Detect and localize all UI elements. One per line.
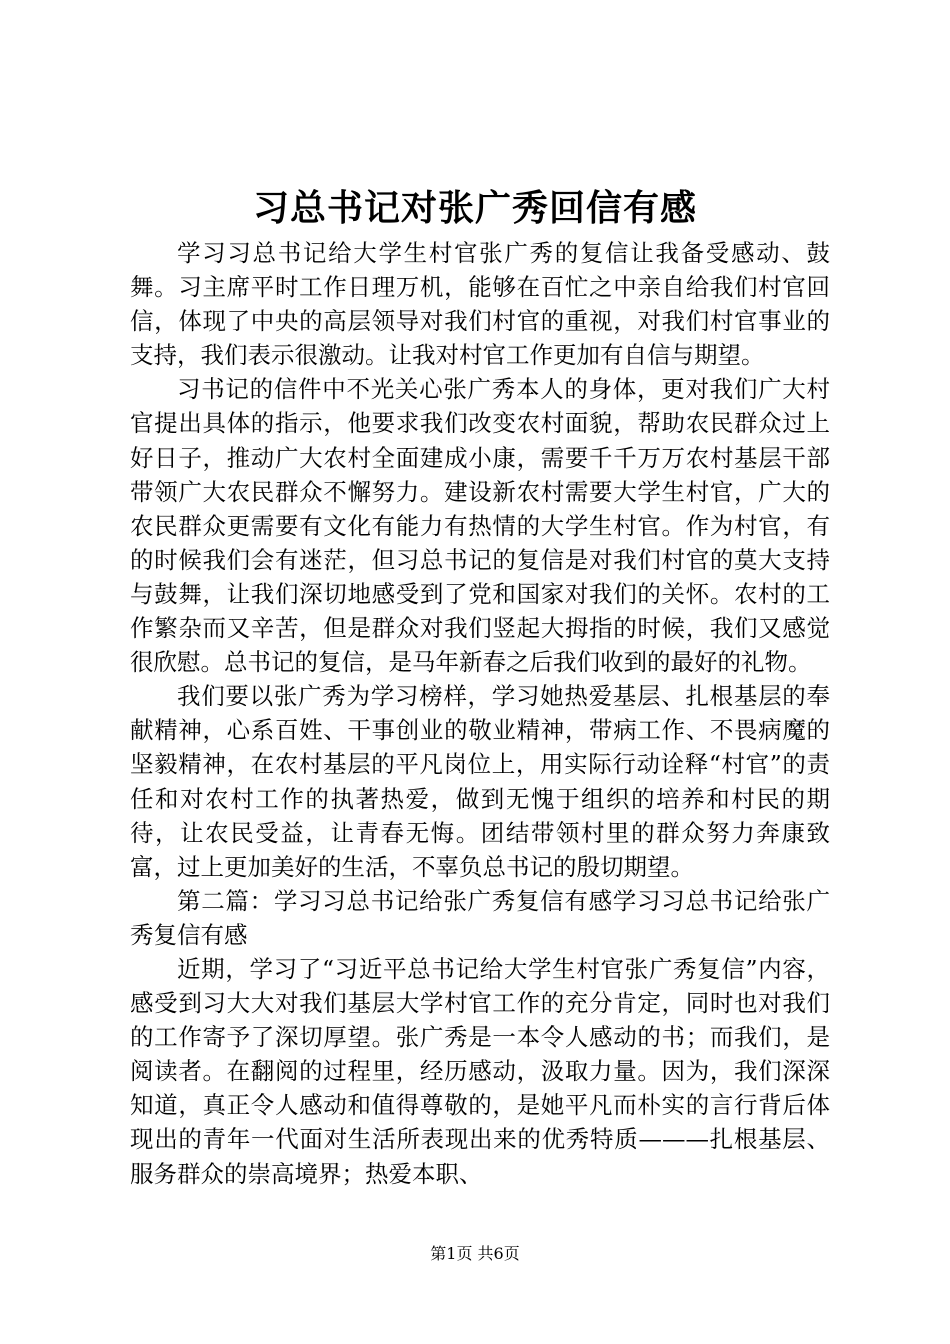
document-body [130,236,830,1191]
paragraph-1: 学习习总书记给大学生村官张广秀的复信让我备受感动、鼓舞。习主席平时工作日理万机，能够在百忙之中亲自给我们村官回信，体现了中央的高层领导对我们村官的重视，对我们村官事业的支持，我们表示很激动。让我对村官工作更加有自信与期望。 [130,239,830,370]
paragraph-5: 近期，学习了“习近平总书记给大学生村官张广秀复信”内容，感受到习大大对我们基层大学村官工作的充分肯定，同时也对我们的工作寄予了深切厚望。张广秀是一本令人感动的书；而我们，是阅读者。在翻阅的过程里，经历感动，汲取力量。因为，我们深深知道，真正令人感动和值得尊敬的，是她平凡而朴实的言行背后体现出的青年一代面对生活所表现出来的优秀特质———扎根基层、服务群众的崇高境界；热爱本职、 [130,954,830,1188]
page-footer: 第1页 共6页 [430,1244,520,1263]
paragraph-3: 我们要以张广秀为学习榜样，学习她热爱基层、扎根基层的奉献精神，心系百姓、干事创业的敬业精神，带病工作、不畏病魔的坚毅精神，在农村基层的平凡岗位上，用实际行动诠释“村官”的责任和对农村工作的执著热爱，做到无愧于组织的培养和村民的期待，让农民受益，让青春无悔。团结带领村里的群众努力奔康致富，过上更加美好的生活，不辜负总书记的殷切期望。 [130,682,830,881]
document-title: 习总书记对张广秀回信有感 [252,187,697,229]
paragraph-2: 习书记的信件中不光关心张广秀本人的身体，更对我们广大村官提出具体的指示，他要求我们改变农村面貌，帮助农民群众过上好日子，推动广大农村全面建成小康，需要千千万万农村基层干部带领广大农民群众不懈努力。建设新农村需要大学生村官，广大的农民群众更需要有文化有能力有热情的大学生村官。作为村官，有的时候我们会有迷茫，但习总书记的复信是对我们村官的莫大支持与鼓舞，让我们深切地感受到了党和国家对我们的关怀。农村的工作繁杂而又辛苦，但是群众对我们竖起大拇指的时候，我们又感觉很欣慰。总书记的复信，是马年新春之后我们收到的最好的礼物。 [130,375,830,677]
section-heading-part-two: 第二篇：学习习总书记给张广秀复信有感学习习总书记给张广秀复信有感 [130,886,830,949]
